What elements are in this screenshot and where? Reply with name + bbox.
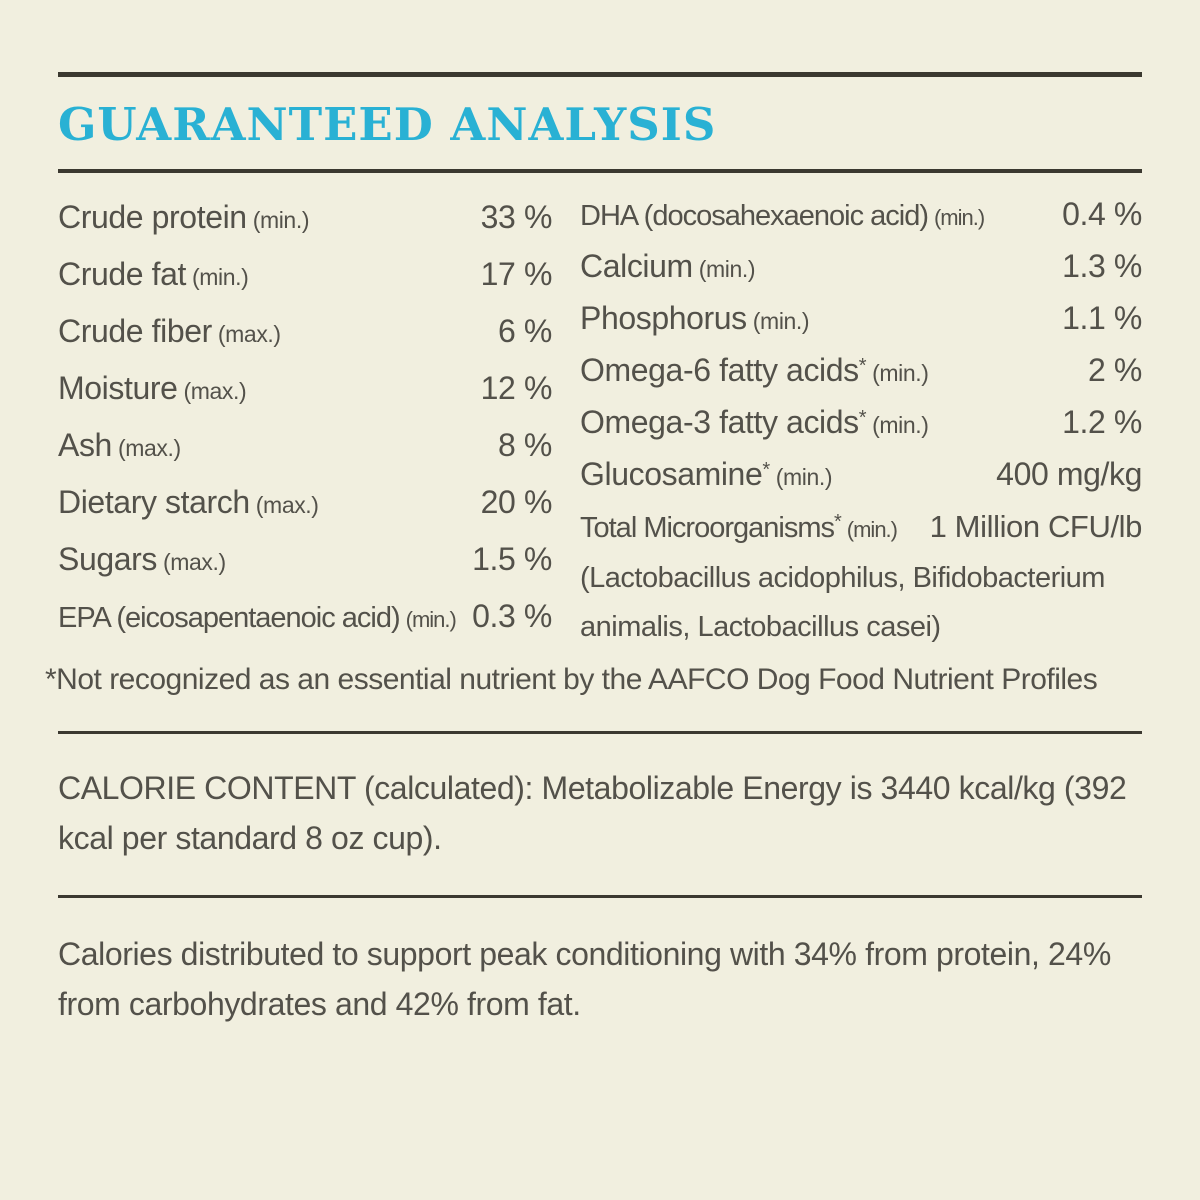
nutrient-qualifier: (min.) bbox=[933, 205, 985, 230]
nutrient-label: Crude fat (min.) bbox=[58, 256, 249, 292]
nutrient-row-sugars bbox=[58, 532, 552, 589]
analysis-left-column bbox=[58, 190, 552, 652]
nutrient-value: 1.1 % bbox=[1062, 300, 1142, 336]
nutrient-label: Crude protein (min.) bbox=[58, 199, 310, 235]
nutrient-value: 12 % bbox=[480, 370, 552, 406]
nutrient-qualifier: (min.) bbox=[752, 308, 810, 334]
calorie-content-text: CALORIE CONTENT (calculated): Metabolizable Energy is 3440 kcal/kg (392 kcal per standard 8 oz cup). bbox=[58, 770, 1127, 856]
nutrient-qualifier: (max.) bbox=[255, 492, 319, 518]
nutrient-row-crude-fat bbox=[58, 247, 552, 304]
microorganisms-detail-line: (Lactobacillus acidophilus, Bifidobacterium bbox=[580, 562, 1105, 594]
nutrient-qualifier: (min.) bbox=[846, 517, 897, 542]
nutrient-row-dietary-starch bbox=[58, 475, 552, 532]
nutrient-row-ash bbox=[58, 418, 552, 475]
nutrient-row-glucosamine bbox=[580, 450, 1142, 502]
nutrient-label: Dietary starch (max.) bbox=[58, 484, 319, 520]
nutrient-qualifier: (max.) bbox=[183, 378, 247, 404]
nutrient-qualifier: (min.) bbox=[252, 207, 310, 233]
nutrient-qualifier: (max.) bbox=[217, 321, 281, 347]
nutrient-row-calcium bbox=[580, 242, 1142, 294]
nutrient-row-crude-protein bbox=[58, 190, 552, 247]
nutrient-label: DHA (docosahexaenoic acid) (min.) bbox=[580, 200, 985, 232]
divider-rule-under-title bbox=[58, 169, 1142, 173]
calorie-distribution-text: Calories distributed to support peak conditioning with 34% from protein, 24% from carbohydrates and 42% from fat. bbox=[58, 936, 1111, 1022]
nutrient-row-epa bbox=[58, 589, 552, 647]
nutrient-value: 17 % bbox=[480, 256, 552, 292]
aafco-footnote: *Not recognized as an essential nutrient by the AAFCO Dog Food Nutrient Profiles bbox=[45, 663, 1098, 696]
nutrient-label: Sugars (max.) bbox=[58, 541, 226, 577]
nutrient-qualifier: (min.) bbox=[192, 264, 249, 290]
analysis-right-column bbox=[580, 190, 1142, 652]
nutrient-value: 33 % bbox=[480, 199, 552, 235]
nutrient-qualifier: (min.) bbox=[872, 360, 929, 386]
nutrient-label: EPA (eicosapentaenoic acid) (min.) bbox=[58, 602, 456, 634]
nutrient-label: Total Microorganisms* (min.) bbox=[580, 511, 897, 544]
asterisk-marker: * bbox=[762, 459, 770, 481]
nutrient-value: 0.4 % bbox=[1062, 196, 1142, 232]
divider-rule-middle bbox=[58, 731, 1142, 734]
nutrient-value: 400 mg/kg bbox=[996, 456, 1142, 492]
nutrient-label: Phosphorus (min.) bbox=[580, 300, 810, 336]
nutrient-row-dha bbox=[580, 190, 1142, 242]
nutrient-label: Calcium (min.) bbox=[580, 248, 756, 284]
divider-rule-top bbox=[58, 72, 1142, 77]
divider-rule-bottom bbox=[58, 895, 1142, 898]
nutrient-value: 1 Million CFU/lb bbox=[929, 509, 1142, 544]
nutrient-label: Glucosamine* (min.) bbox=[580, 456, 833, 492]
nutrient-value: 6 % bbox=[498, 313, 552, 349]
nutrient-qualifier: (min.) bbox=[405, 607, 456, 632]
asterisk-marker: * bbox=[858, 355, 867, 377]
nutrient-value: 20 % bbox=[480, 484, 552, 520]
nutrient-qualifier: (min.) bbox=[872, 412, 929, 438]
nutrient-value: 1.5 % bbox=[472, 541, 552, 577]
nutrient-value: 1.2 % bbox=[1062, 404, 1142, 440]
section-title: GUARANTEED ANALYSIS bbox=[58, 98, 717, 151]
microorganisms-detail bbox=[580, 554, 1142, 652]
nutrient-qualifier: (min.) bbox=[698, 256, 756, 282]
nutrient-label: Crude fiber (max.) bbox=[58, 313, 281, 349]
nutrient-qualifier: (max.) bbox=[117, 435, 181, 461]
nutrient-row-omega3 bbox=[580, 398, 1142, 450]
nutrient-value: 0.3 % bbox=[472, 598, 552, 634]
nutrient-qualifier: (min.) bbox=[775, 464, 833, 490]
nutrient-row-crude-fiber bbox=[58, 304, 552, 361]
nutrient-qualifier: (max.) bbox=[163, 549, 226, 575]
microorganisms-detail-line: animalis, Lactobacillus casei) bbox=[580, 611, 941, 643]
asterisk-marker: * bbox=[833, 511, 841, 533]
nutrient-label: Omega-3 fatty acids* (min.) bbox=[580, 404, 929, 440]
nutrient-row-moisture bbox=[58, 361, 552, 418]
nutrient-value: 1.3 % bbox=[1062, 248, 1142, 284]
nutrient-row-total-microorganisms bbox=[580, 502, 1142, 554]
nutrient-value: 8 % bbox=[498, 427, 552, 463]
asterisk-marker: * bbox=[858, 407, 867, 429]
nutrient-label: Ash (max.) bbox=[58, 427, 181, 463]
nutrient-label: Omega-6 fatty acids* (min.) bbox=[580, 352, 929, 388]
nutrient-row-phosphorus bbox=[580, 294, 1142, 346]
analysis-table bbox=[58, 190, 1142, 652]
nutrient-value: 2 % bbox=[1088, 352, 1142, 388]
nutrient-label: Moisture (max.) bbox=[58, 370, 247, 406]
nutrient-row-omega6 bbox=[580, 346, 1142, 398]
